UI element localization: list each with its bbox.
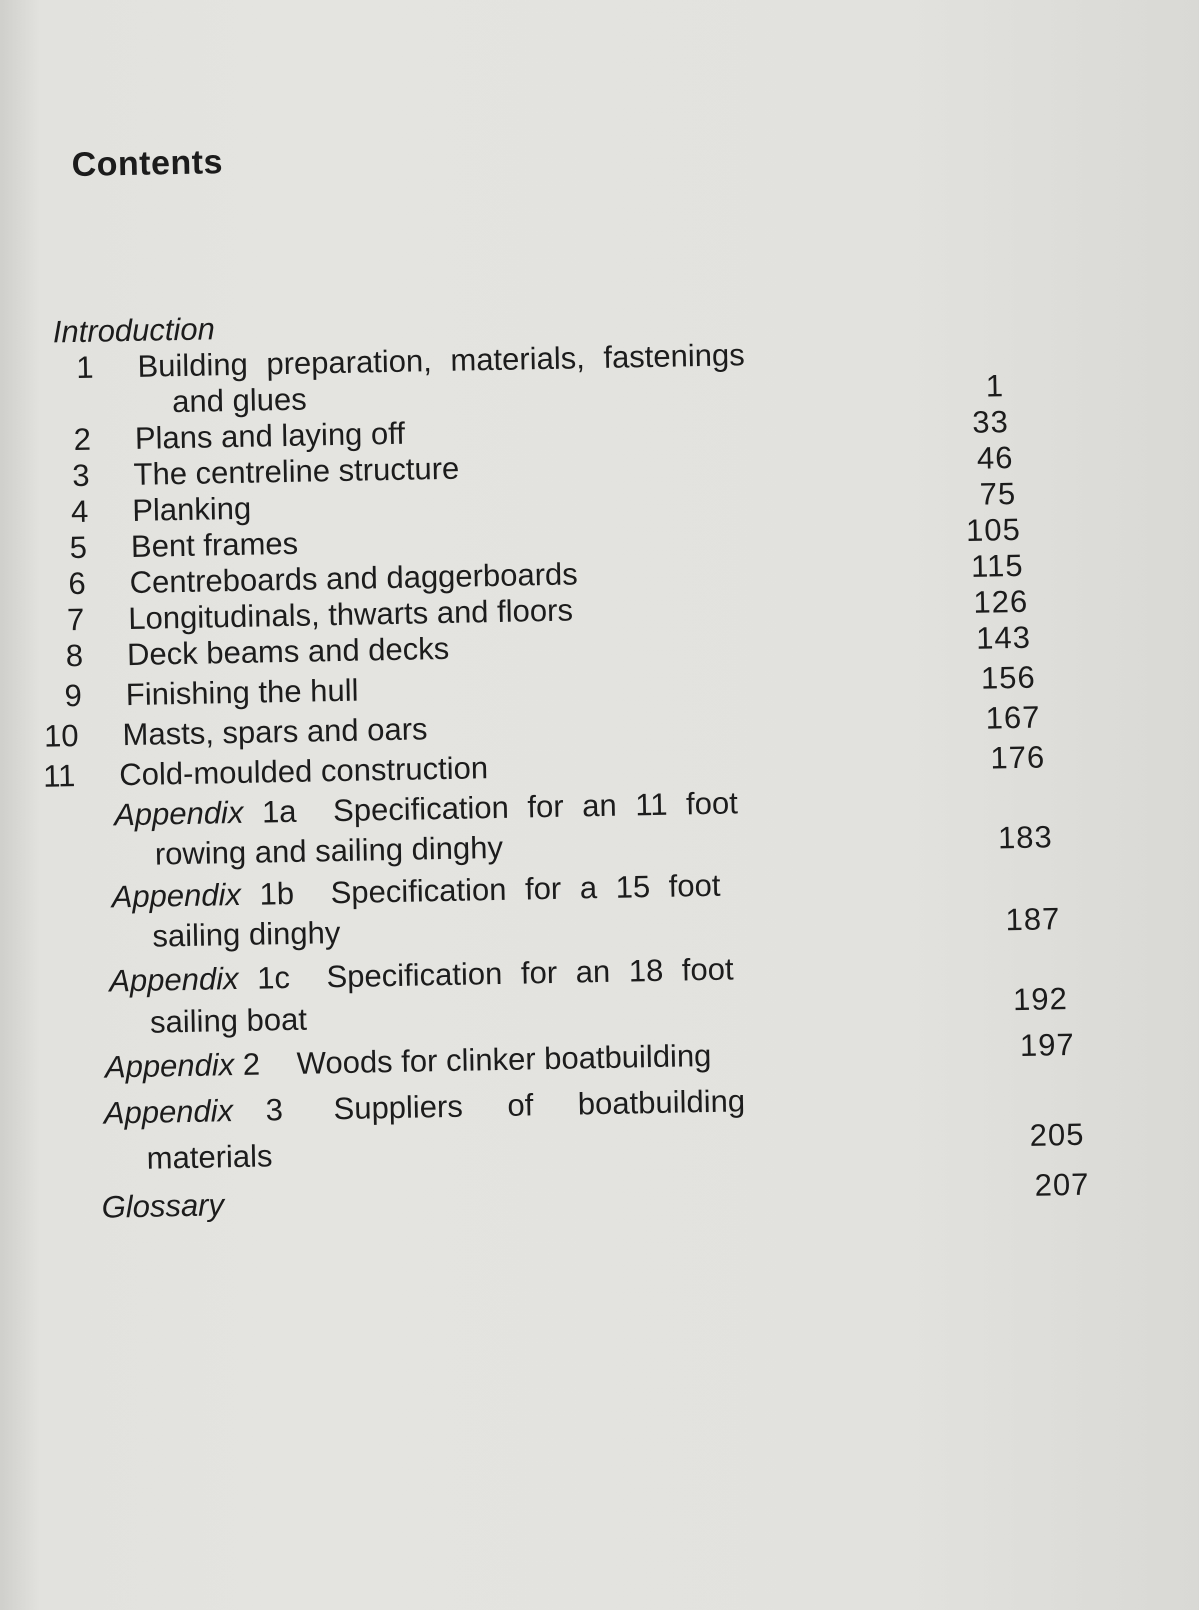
appendix-title: Woods for clinker boatbuilding <box>296 1037 712 1081</box>
toc-appendix-3 <box>104 1083 746 1131</box>
chapter-number: 1 <box>75 349 94 385</box>
chapter-number: 5 <box>69 529 88 566</box>
chapter-page: 33 <box>971 404 1010 440</box>
toc-appendix-1b <box>111 868 720 916</box>
chapter-page: 75 <box>979 475 1017 512</box>
chapter-page: 126 <box>973 583 1029 620</box>
chapter-page: 1 <box>985 368 1005 404</box>
chapter-number: 9 <box>64 677 83 714</box>
appendix-page: 205 <box>1029 1116 1085 1153</box>
appendix-page: 197 <box>1019 1026 1076 1063</box>
chapter-number: 7 <box>66 601 85 638</box>
chapter-title: Masts, spars and oars <box>122 711 428 753</box>
chapter-number: 3 <box>72 457 90 494</box>
chapter-page: 176 <box>990 739 1046 776</box>
appendix-number: 2 <box>242 1046 261 1082</box>
chapter-page: 105 <box>965 511 1022 548</box>
toc-appendix-1a-cont: rowing and sailing dinghy <box>154 829 504 872</box>
appendix-label: Appendix <box>108 960 239 999</box>
toc-appendix-1c <box>109 951 734 999</box>
appendix-page: 183 <box>997 819 1054 856</box>
appendix-label: Appendix <box>104 1047 235 1085</box>
appendix-label: Appendix <box>103 1093 234 1131</box>
chapter-title: Longitudinals, thwarts and floors <box>128 592 574 637</box>
chapter-title: Planking <box>131 490 252 528</box>
chapter-title: Building preparation, materials, fastenings <box>137 337 746 384</box>
appendix-title: Suppliers of boatbuilding <box>333 1083 746 1127</box>
chapter-number: 6 <box>68 565 87 602</box>
appendix-number: 1c <box>256 960 291 996</box>
chapter-page: 115 <box>970 547 1024 584</box>
toc-appendix-2 <box>105 1038 712 1086</box>
chapter-number: 10 <box>43 718 79 754</box>
toc-chapter-1-cont: and glues <box>171 381 307 420</box>
chapter-page: 143 <box>975 619 1032 656</box>
chapter-title: Plans and laying off <box>134 415 406 456</box>
chapter-title: Finishing the hull <box>125 672 359 713</box>
chapter-number: 8 <box>65 637 84 674</box>
toc-appendix-1b-cont: sailing dinghy <box>152 915 341 954</box>
appendix-page: 187 <box>1005 901 1061 938</box>
chapter-page: 167 <box>985 699 1041 736</box>
appendix-number: 1a <box>261 793 297 830</box>
chapter-title: Bent frames <box>130 525 299 564</box>
toc-appendix-1c-cont: sailing boat <box>149 1001 308 1040</box>
appendix-number: 3 <box>265 1092 284 1128</box>
toc-glossary: Glossary <box>101 1187 225 1225</box>
appendix-label: Appendix <box>113 794 244 833</box>
chapter-number: 11 <box>42 758 76 794</box>
appendix-title: Specification for an 11 foot <box>332 785 739 829</box>
chapter-number: 4 <box>70 493 89 530</box>
appendix-label: Appendix <box>111 876 242 915</box>
toc-appendix-3-cont: materials <box>146 1138 273 1176</box>
toc-introduction: Introduction <box>52 311 216 350</box>
appendix-number: 1b <box>259 875 295 912</box>
chapter-number: 2 <box>73 421 92 458</box>
chapter-page: 46 <box>976 440 1014 476</box>
appendix-title: Specification for an 18 foot <box>326 951 734 995</box>
chapter-title: Cold-moulded construction <box>119 750 489 793</box>
chapter-title: Centreboards and daggerboards <box>129 556 579 601</box>
appendix-page: 192 <box>1012 981 1069 1018</box>
chapter-title: The centreline structure <box>133 450 460 492</box>
chapter-page: 156 <box>980 659 1036 696</box>
glossary-page: 207 <box>1034 1166 1090 1203</box>
page-title: Contents <box>71 143 224 185</box>
appendix-title: Specification for a 15 foot <box>330 867 721 911</box>
toc-appendix-1a <box>114 785 738 833</box>
chapter-title: Deck beams and decks <box>126 630 450 673</box>
